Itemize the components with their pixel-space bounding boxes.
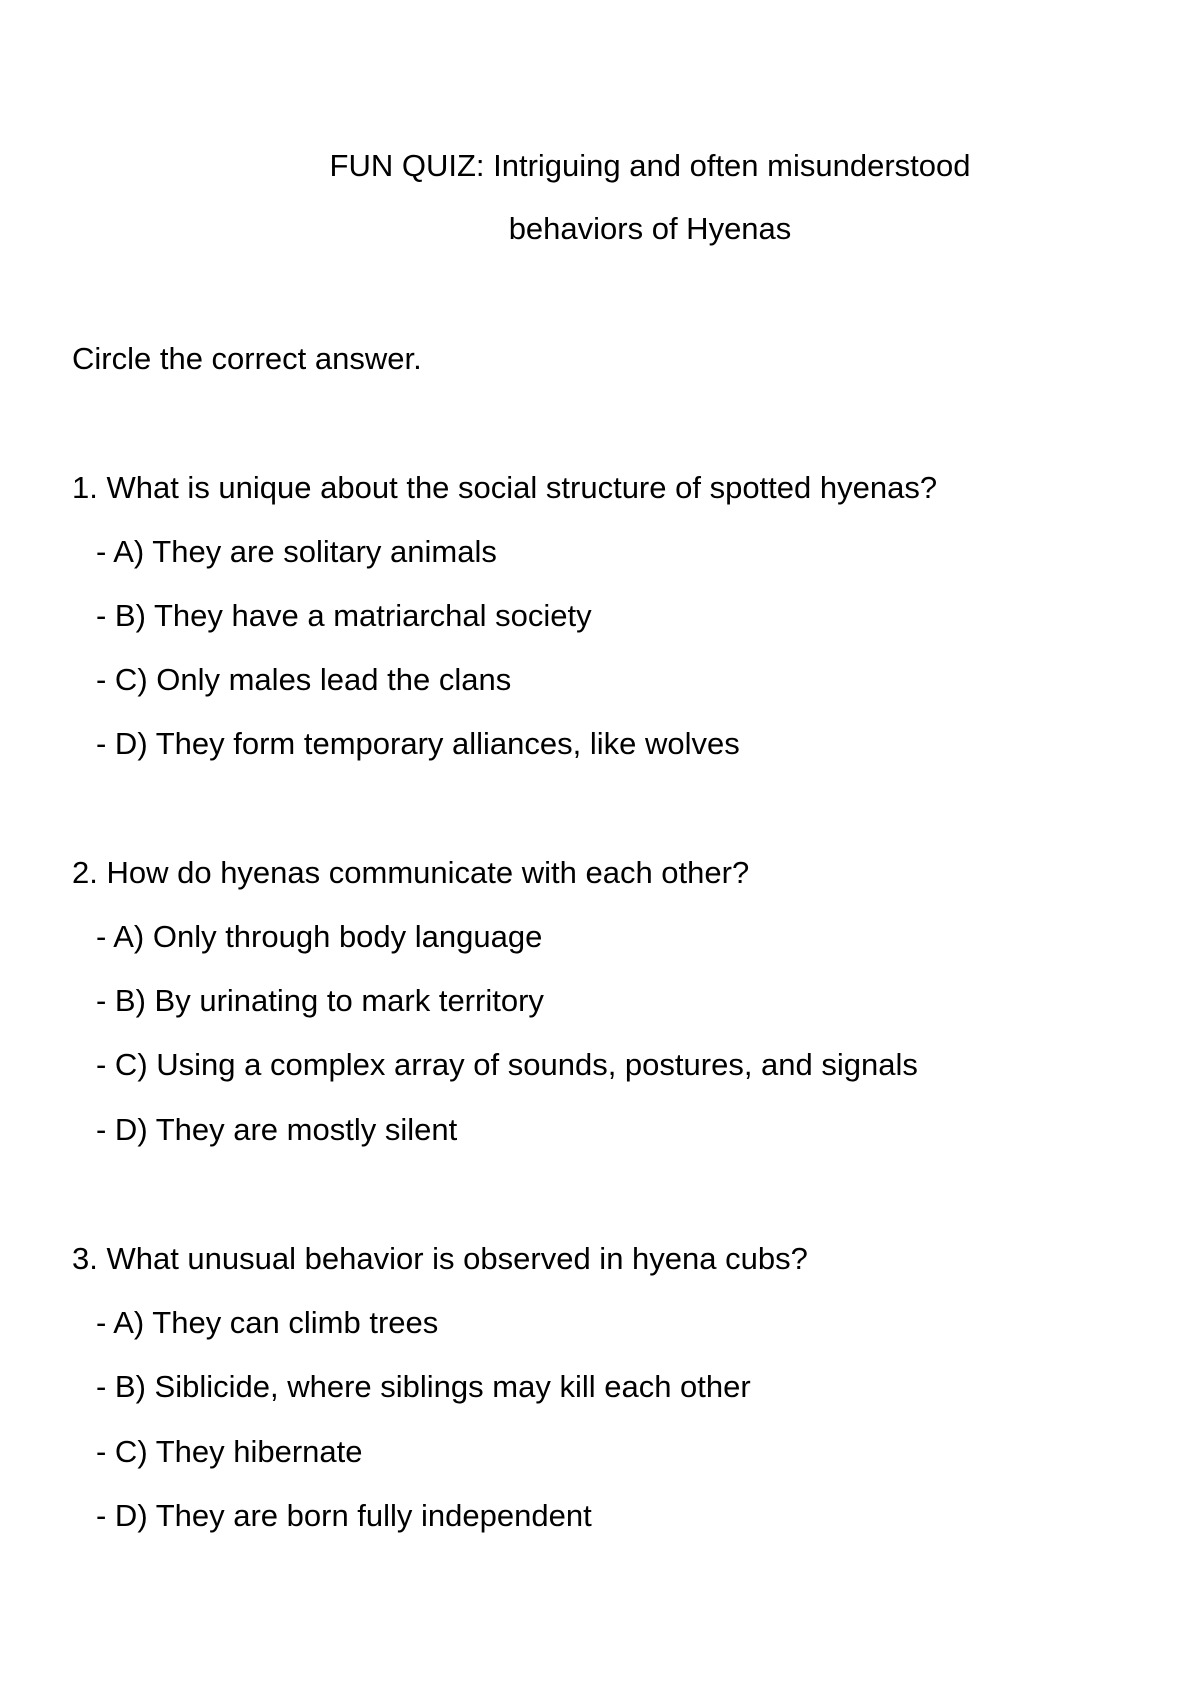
question-1-option-d: - D) They form temporary alliances, like wolves <box>96 726 740 761</box>
question-3-option-b: - B) Siblicide, where siblings may kill each other <box>96 1369 751 1404</box>
question-1-option-a: - A) They are solitary animals <box>96 534 497 569</box>
question-3-option-a: - A) They can climb trees <box>96 1305 439 1340</box>
title-line-2: behaviors of Hyenas <box>508 211 792 246</box>
question-2-option-c: - C) Using a complex array of sounds, postures, and signals <box>96 1047 918 1082</box>
question-2-option-d: - D) They are mostly silent <box>96 1112 458 1147</box>
question-3-option-d: - D) They are born fully independent <box>96 1498 592 1533</box>
title-line-1: FUN QUIZ: Intriguing and often misunderstood <box>329 148 971 183</box>
question-2-option-b: - B) By urinating to mark territory <box>96 983 544 1018</box>
question-2-option-a: - A) Only through body language <box>96 919 543 954</box>
question-2: 2. How do hyenas communicate with each other? <box>72 855 750 890</box>
question-3-option-c: - C) They hibernate <box>96 1434 363 1469</box>
question-1: 1. What is unique about the social structure of spotted hyenas? <box>72 470 938 505</box>
question-1-option-c: - C) Only males lead the clans <box>96 662 512 697</box>
instructions: Circle the correct answer. <box>72 341 422 376</box>
question-3: 3. What unusual behavior is observed in hyena cubs? <box>72 1241 808 1276</box>
question-1-option-b: - B) They have a matriarchal society <box>96 598 592 633</box>
